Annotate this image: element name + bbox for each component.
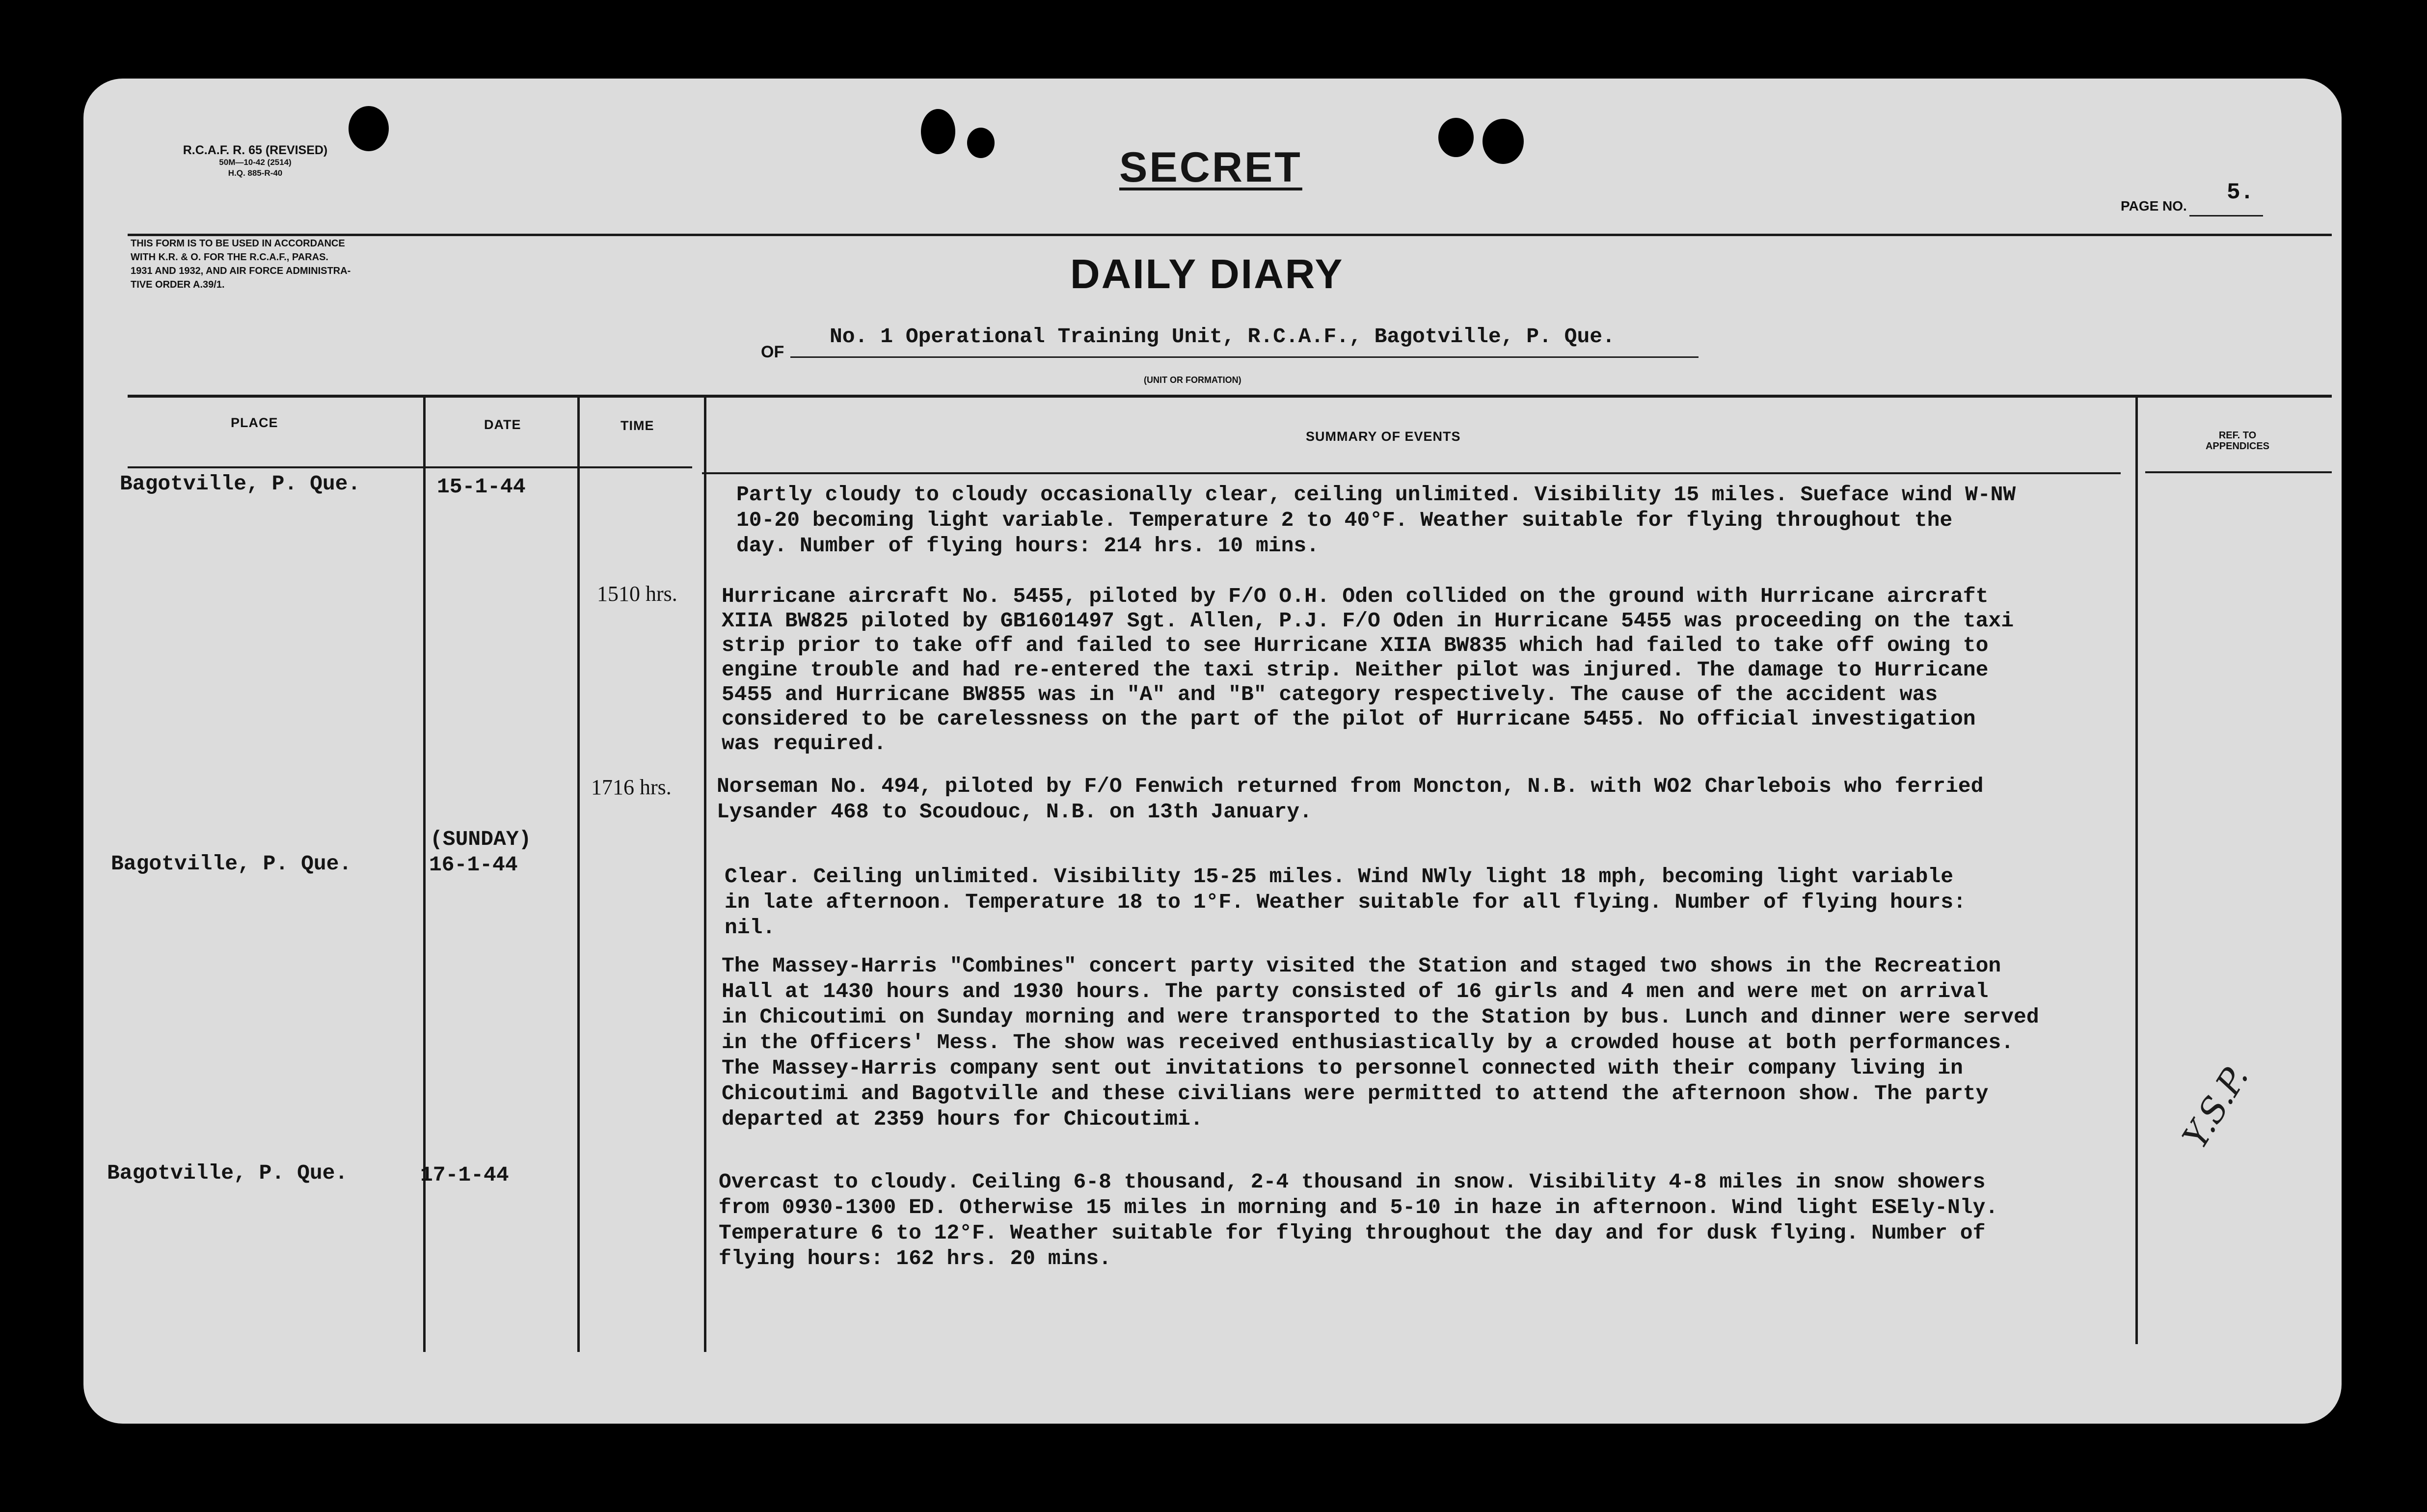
entry-line: Hurricane aircraft No. 5455, piloted by F/O O.H. Oden collided on the ground with Hurricane aircraft (722, 584, 1989, 608)
ref-header-line: REF. TO (2218, 430, 2257, 441)
entry-line: strip prior to take off and failed to see Hurricane XIIA BW835 which had failed to take off owing to (722, 633, 1989, 657)
time-cell: 1716 hrs. (591, 775, 672, 799)
punch-hole (921, 109, 955, 154)
date-cell: 17-1-44 (420, 1163, 509, 1187)
form-id-line: 50M—10-42 (2514) (219, 158, 292, 167)
instruction-line: 1931 AND 1932, AND AIR FORCE ADMINISTRA- (131, 266, 351, 276)
entry-line: Partly cloudy to cloudy occasionally clear, ceiling unlimited. Visibility 15 miles. Sueface wind W-NW (736, 483, 2016, 507)
punch-hole (967, 128, 995, 158)
entry-line: Temperature 6 to 12°F. Weather suitable for flying throughout the day and for dusk flying. Number of (719, 1221, 1986, 1245)
entry-line: The Massey-Harris "Combines" concert party visited the Station and staged two shows in the Recreation (722, 954, 2001, 978)
entry-line: considered to be carelessness on the part of the pilot of Hurricane 5455. No official investigation (722, 707, 1976, 731)
column-header-rule (2145, 471, 2332, 473)
column-divider (2135, 397, 2138, 1344)
entry-line: 10-20 becoming light variable. Temperature 2 to 40°F. Weather suitable for flying throughout the (736, 508, 1953, 532)
column-header-rule (128, 466, 692, 468)
instruction-line: WITH K.R. & O. FOR THE R.C.A.F., PARAS. (131, 252, 328, 263)
summary-entry (736, 482, 2016, 559)
of-label: OF (761, 343, 784, 361)
entry-line: in late afternoon. Temperature 18 to 1°F. Weather suitable for all flying. Number of flying hours: (725, 890, 1966, 914)
classification-stamp: SECRET (1119, 144, 1302, 191)
entry-line: engine trouble and had re-entered the taxi strip. Neither pilot was injured. The damage to Hurricane (722, 658, 1989, 682)
entry-line: day. Number of flying hours: 214 hrs. 10 mins. (736, 534, 1319, 558)
page-number-label: PAGE NO. (2121, 198, 2187, 214)
unit-rule (790, 356, 1699, 358)
page-number: 5. (2227, 180, 2254, 205)
entry-line: was required. (722, 731, 887, 756)
column-divider (577, 395, 580, 1352)
form-instructions (131, 237, 351, 292)
summary-entry (719, 1169, 1998, 1271)
entry-line: flying hours: 162 hrs. 20 mins. (719, 1246, 1111, 1270)
date-cell: 15-1-44 (437, 475, 526, 499)
summary-entry (725, 864, 1966, 941)
column-divider (423, 395, 426, 1352)
column-header-ref (2164, 430, 2311, 452)
summary-entry (717, 774, 1983, 825)
entry-line: Lysander 468 to Scoudouc, N.B. on 13th January. (717, 800, 1312, 824)
page-number-rule (2189, 215, 2263, 216)
instruction-line: THIS FORM IS TO BE USED IN ACCORDANCE (131, 238, 345, 249)
entry-line: nil. (725, 916, 776, 940)
entry-line: Norseman No. 494, piloted by F/O Fenwich returned from Moncton, N.B. with WO2 Charlebois who ferried (717, 774, 1984, 798)
instruction-line: TIVE ORDER A.39/1. (131, 279, 225, 290)
column-header-time: TIME (620, 418, 654, 433)
entry-line: departed at 2359 hours for Chicoutimi. (722, 1107, 1203, 1131)
entry-line: XIIA BW825 piloted by GB1601497 Sgt. Allen, P.J. F/O Oden in Hurricane 5455 was proceeding on the taxi (722, 609, 2014, 633)
column-header-summary: SUMMARY OF EVENTS (1306, 429, 1461, 444)
entry-line: 5455 and Hurricane BW855 was in "A" and "B" category respectively. The cause of the accident was (722, 682, 1938, 706)
ref-header-line: APPENDICES (2205, 441, 2270, 452)
summary-entry (722, 584, 2014, 756)
entry-line: Chicoutimi and Bagotville and these civilians were permitted to attend the afternoon show. The party (722, 1081, 1989, 1106)
place-cell: Bagotville, P. Que. (107, 1161, 348, 1185)
diary-card (83, 79, 2342, 1424)
unit-name: No. 1 Operational Training Unit, R.C.A.F., Bagotville, P. Que. (830, 324, 1615, 349)
entry-line: from 0930-1300 ED. Otherwise 15 miles in morning and 5-10 in haze in afternoon. Wind light ESEly-Nly. (719, 1195, 1998, 1219)
punch-hole (1438, 118, 1474, 157)
entry-line: Overcast to cloudy. Ceiling 6-8 thousand, 2-4 thousand in snow. Visibility 4-8 miles in snow showers (719, 1170, 1986, 1194)
form-id-line: H.Q. 885-R-40 (228, 168, 283, 178)
unit-caption: (UNIT OR FORMATION) (1144, 375, 1241, 385)
table-top-rule (128, 395, 2332, 398)
time-cell: 1510 hrs. (597, 582, 677, 606)
punch-hole (1483, 119, 1524, 164)
page-title: DAILY DIARY (1070, 251, 1344, 297)
handwritten-initials: Y.S.P. (2175, 1058, 2257, 1156)
entry-line: The Massey-Harris company sent out invitations to personnel connected with their company living in (722, 1056, 1963, 1080)
entry-line: in the Officers' Mess. The show was received enthusiastically by a crowded house at both performances. (722, 1030, 2014, 1054)
place-cell: Bagotville, P. Que. (111, 852, 352, 876)
form-id-line: R.C.A.F. R. 65 (REVISED) (183, 143, 328, 157)
header-rule (128, 234, 2332, 236)
entry-line: Clear. Ceiling unlimited. Visibility 15-25 miles. Wind NWly light 18 mph, becoming light variable (725, 864, 1954, 889)
column-header-rule (702, 472, 2121, 474)
date-cell: 16-1-44 (429, 853, 518, 877)
summary-entry (722, 953, 2039, 1132)
column-divider (704, 395, 706, 1352)
column-header-date: DATE (484, 417, 521, 432)
entry-line: in Chicoutimi on Sunday morning and were transported to the Station by bus. Lunch and dinner were served (722, 1005, 2039, 1029)
entry-line: Hall at 1430 hours and 1930 hours. The party consisted of 16 girls and 4 men and were met on arrival (722, 979, 1989, 1003)
place-cell: Bagotville, P. Que. (120, 472, 361, 496)
form-id (142, 143, 368, 179)
column-header-place: PLACE (231, 415, 278, 430)
date-day-cell: (SUNDAY) (430, 827, 532, 851)
